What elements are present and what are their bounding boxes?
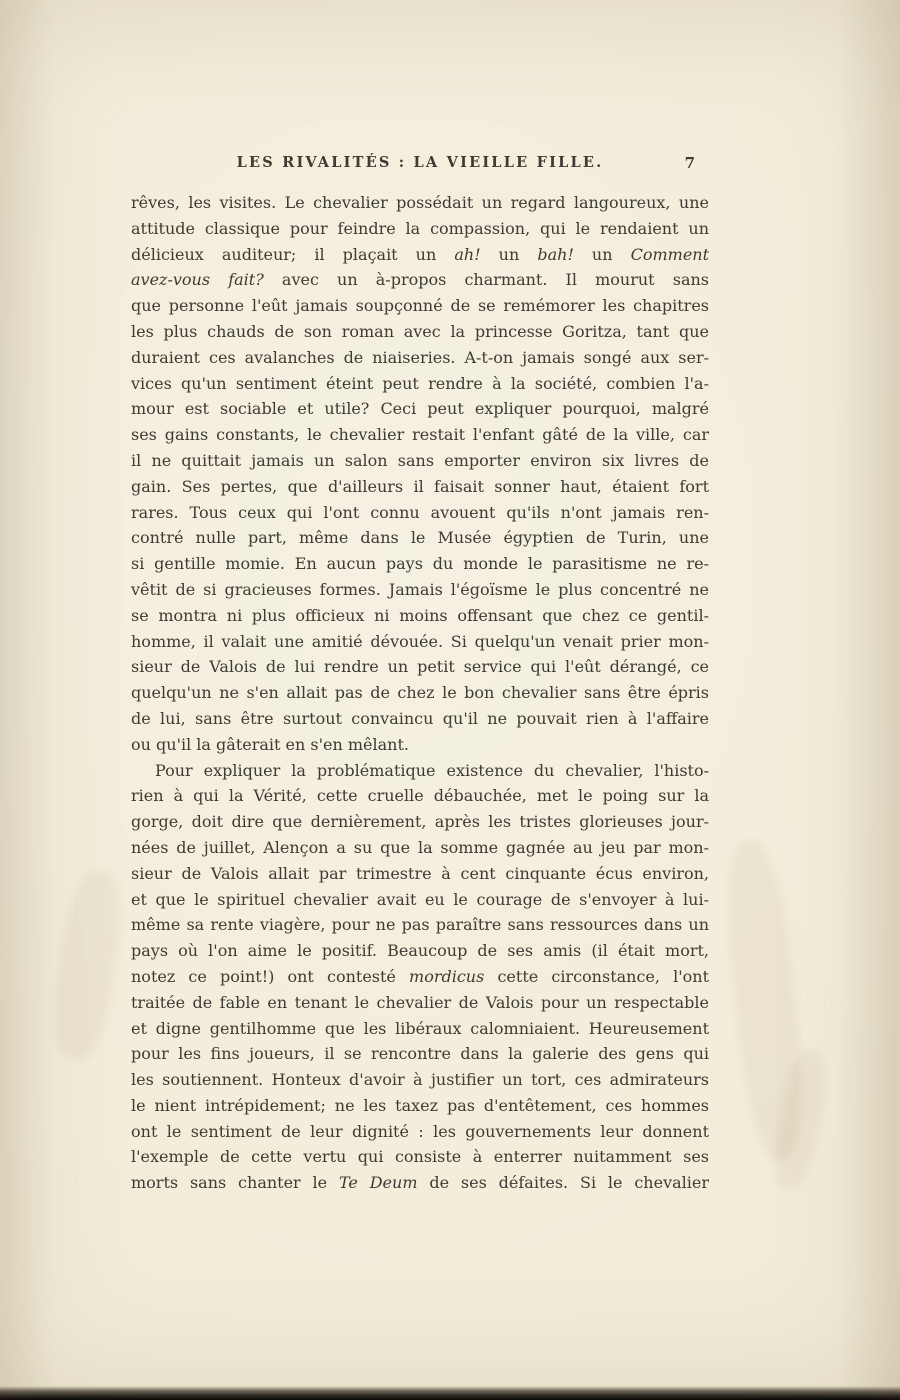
text-segment: pays où l'on aime le positif. Beaucoup de ses amis (il était mort, — [131, 941, 709, 961]
text-segment: rares. Tous ceux qui l'ont connu avouent qu'ils n'ont jamais ren- — [131, 502, 709, 522]
text-line — [131, 1067, 709, 1093]
text-segment: gain. Ses pertes, que d'ailleurs il faisait sonner haut, étaient fort — [131, 476, 709, 496]
text-line — [131, 809, 709, 835]
text-line — [131, 835, 709, 861]
text-line — [131, 732, 709, 758]
text-segment: et que le spirituel chevalier avait eu le courage de s'envoyer à lui- — [131, 889, 709, 909]
text-line — [131, 912, 709, 938]
text-line — [131, 706, 709, 732]
showthrough-artifact — [768, 1048, 832, 1193]
text-segment: un — [573, 244, 631, 264]
showthrough-artifact — [47, 867, 128, 1063]
text-segment: un — [480, 244, 538, 264]
page-header — [131, 154, 709, 176]
text-line — [131, 1170, 709, 1196]
text-segment: rien à qui la Vérité, cette cruelle débauchée, met le poing sur la — [131, 786, 709, 806]
text-line — [131, 1119, 709, 1145]
text-line — [131, 525, 709, 551]
text-segment: quelqu'un ne s'en allait pas de chez le bon chevalier sans être épris — [131, 683, 709, 703]
text-segment: sieur de Valois allait par trimestre à cent cinquante écus environ, — [131, 863, 709, 883]
text-segment: le nient intrépidement; ne les taxez pas d'entêtement, ces hommes — [131, 1095, 709, 1115]
text-segment: les plus chauds de son roman avec la princesse Goritza, tant que — [131, 321, 709, 341]
text-line — [131, 1041, 709, 1067]
showthrough-artifact — [718, 838, 811, 1163]
text-line — [131, 267, 709, 293]
text-line — [131, 887, 709, 913]
text-segment: de ses défaites. Si le chevalier — [417, 1173, 709, 1193]
text-line — [131, 783, 709, 809]
text-line — [131, 603, 709, 629]
text-segment: duraient ces avalanches de niaiseries. A-t-on jamais songé aux ser- — [131, 347, 709, 367]
text-segment: l'exemple de cette vertu qui consiste à enterrer nuitamment ses — [131, 1147, 709, 1167]
italic-text-segment: avez-vous fait? — [131, 270, 264, 290]
text-segment: contré nulle part, même dans le Musée égyptien de Turin, une — [131, 528, 709, 548]
text-segment: homme, il valait une amitié dévouée. Si quelqu'un venait prier mon- — [131, 631, 709, 651]
text-line — [131, 345, 709, 371]
text-segment: avec un à-propos charmant. Il mourut sans — [263, 270, 709, 290]
italic-text-segment: mordicus — [409, 966, 485, 986]
text-segment: sieur de Valois de lui rendre un petit service qui l'eût dérangé, ce — [131, 657, 709, 677]
text-segment: nées de juillet, Alençon a su que la somme gagnée au jeu par mon- — [131, 837, 709, 857]
text-line — [131, 474, 709, 500]
text-segment: traitée de fable en tenant le chevalier de Valois pour un respectable — [131, 992, 709, 1012]
text-segment: que personne l'eût jamais soupçonné de se remémorer les chapitres — [131, 296, 709, 316]
text-segment: de lui, sans être surtout convaincu qu'il ne pouvait rien à l'affaire — [131, 708, 709, 728]
text-segment: et digne gentilhomme que les libéraux calomniaient. Heureusement — [131, 1018, 709, 1038]
page-body — [131, 190, 709, 1196]
text-segment: se montra ni plus officieux ni moins offensant que chez ce gentil- — [131, 605, 709, 625]
text-line — [131, 1144, 709, 1170]
running-title: LES RIVALITÉS : LA VIEILLE FILLE. — [236, 154, 604, 171]
text-segment: si gentille momie. En aucun pays du monde le parasitisme ne re- — [131, 554, 709, 574]
text-line — [131, 680, 709, 706]
text-line — [131, 551, 709, 577]
text-segment: les soutiennent. Honteux d'avoir à justifier un tort, ces admirateurs — [131, 1070, 709, 1090]
text-line — [131, 319, 709, 345]
text-segment: ont le sentiment de leur dignité : les gouvernements leur donnent — [131, 1121, 709, 1141]
text-line — [131, 500, 709, 526]
text-line — [131, 758, 709, 784]
text-line — [131, 216, 709, 242]
text-line — [131, 990, 709, 1016]
italic-text-segment: bah! — [537, 244, 574, 264]
text-line — [131, 629, 709, 655]
text-line — [131, 654, 709, 680]
text-segment: morts sans chanter le — [131, 1173, 339, 1193]
text-segment: délicieux auditeur; il plaçait un — [131, 244, 455, 264]
page-number: 7 — [684, 154, 695, 172]
text-line — [131, 242, 709, 268]
text-line — [131, 448, 709, 474]
text-line — [131, 938, 709, 964]
scan-edge-artifact — [0, 1386, 900, 1400]
text-segment: attitude classique pour feindre la compassion, qui le rendaient un — [131, 218, 709, 238]
text-segment: Pour expliquer la problématique existence du chevalier, l'histo- — [155, 760, 709, 780]
text-line — [131, 1093, 709, 1119]
text-line — [131, 371, 709, 397]
text-segment: vêtit de si gracieuses formes. Jamais l'égoïsme le plus concentré ne — [131, 579, 709, 599]
text-segment: vices qu'un sentiment éteint peut rendre à la société, combien l'a- — [131, 373, 709, 393]
italic-text-segment: ah! — [454, 244, 481, 264]
text-segment: pour les fins joueurs, il se rencontre dans la galerie des gens qui — [131, 1044, 709, 1064]
text-line — [131, 964, 709, 990]
text-segment: mour est sociable et utile? Ceci peut expliquer pourquoi, malgré — [131, 399, 709, 419]
text-line — [131, 396, 709, 422]
text-segment: il ne quittait jamais un salon sans emporter environ six livres de — [131, 450, 709, 470]
text-segment: ou qu'il la gâterait en s'en mêlant. — [131, 734, 409, 754]
text-line — [131, 577, 709, 603]
text-segment: ses gains constants, le chevalier restait l'enfant gâté de la ville, car — [131, 425, 709, 445]
italic-text-segment: Comment — [630, 244, 710, 264]
text-segment: cette circonstance, l'ont — [484, 966, 709, 986]
text-line — [131, 861, 709, 887]
italic-text-segment: Te Deum — [338, 1173, 418, 1193]
text-segment: même sa rente viagère, pour ne pas paraître sans ressources dans un — [131, 915, 709, 935]
text-segment: rêves, les visites. Le chevalier possédait un regard langoureux, une — [131, 193, 709, 212]
text-line — [131, 293, 709, 319]
text-line — [131, 422, 709, 448]
text-line — [131, 1016, 709, 1042]
text-segment: gorge, doit dire que dernièrement, après les tristes glorieuses jour- — [131, 812, 709, 832]
text-line — [131, 190, 709, 216]
text-segment: notez ce point!) ont contesté — [131, 966, 410, 986]
